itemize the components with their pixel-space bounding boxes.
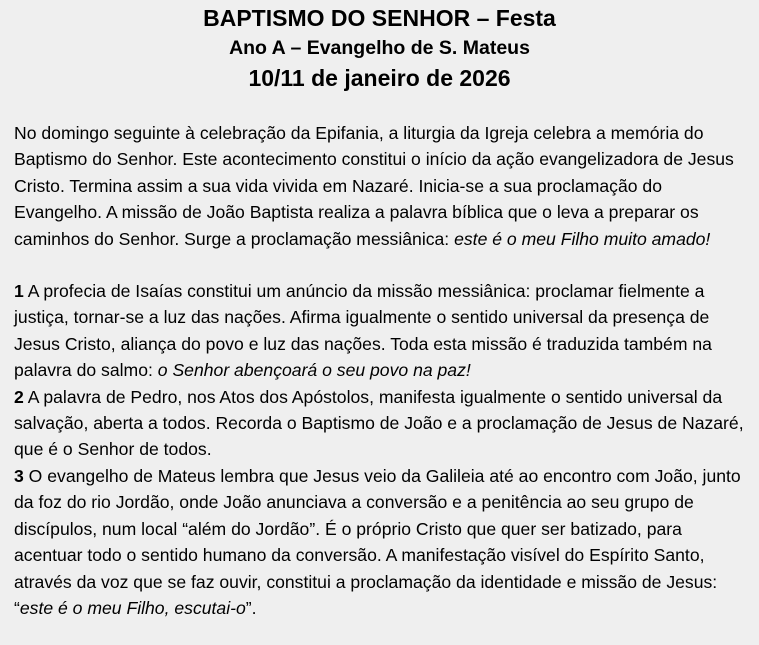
point-number-1: 1 (14, 281, 24, 302)
point-number-2: 2 (14, 386, 24, 407)
intro-text: No domingo seguinte à celebração da Epifania, a liturgia da Igreja celebra a memória do Baptismo do Senhor. Este acontecimento constitui o início da ação evangelizadora de Jesus Cristo. Termina assim a sua vida vivida em Nazaré. Inicia-se a sua proclamação do Evangelho. A missão de João Baptista realiza a palavra bíblica que o leva a preparar os caminhos do Senhor. Surge a proclamação messiânica: (14, 123, 734, 249)
point-text-1: A profecia de Isaías constitui um anúncio da missão messiânica: proclamar fielmente a justiça, tornar-se a luz das nações. Afirma igualmente o sentido universal da presença de Jesus Cristo, aliança do povo e luz das nações. Toda esta missão é traduzida também na palavra do salmo: (14, 281, 712, 381)
intro-italic-quote: este é o meu Filho muito amado! (454, 228, 711, 249)
point-after-3: ”. (245, 597, 257, 618)
page-date: 10/11 de janeiro de 2026 (248, 65, 511, 91)
page-title: BAPTISMO DO SENHOR – Festa (203, 5, 556, 31)
point-italic-1: o Senhor abençoará o seu povo na paz! (157, 360, 471, 381)
point-text-3: O evangelho de Mateus lembra que Jesus veio da Galileia até ao encontro com João, junto da foz do rio Jordão, onde João anunciava a conversão e a penitência ao seu grupo de discípulos, num local “além do Jordão”. É o próprio Cristo que quer ser batizado, para acentuar todo o sentido humano da conversão. A manifestação visível do Espírito Santo, através da voz que se faz ouvir, constitui a proclamação da identidade e missão de Jesus: “ (14, 465, 741, 618)
intro-paragraph (14, 120, 753, 252)
point-paragraph-3 (14, 463, 753, 621)
point-number-3: 3 (14, 465, 24, 486)
point-paragraph-2 (14, 384, 753, 463)
document-header (0, 3, 759, 94)
point-italic-3: este é o meu Filho, escutai-o (19, 597, 246, 618)
point-text-2: A palavra de Pedro, nos Atos dos Apóstolos, manifesta igualmente o sentido universal da salvação, aberta a todos. Recorda o Baptismo de João e a proclamação de Jesus de Nazaré, que é o Senhor de todos. (14, 386, 744, 460)
document-body (14, 120, 753, 621)
point-paragraph-1 (14, 278, 753, 384)
page-subtitle: Ano A – Evangelho de S. Mateus (229, 37, 530, 59)
